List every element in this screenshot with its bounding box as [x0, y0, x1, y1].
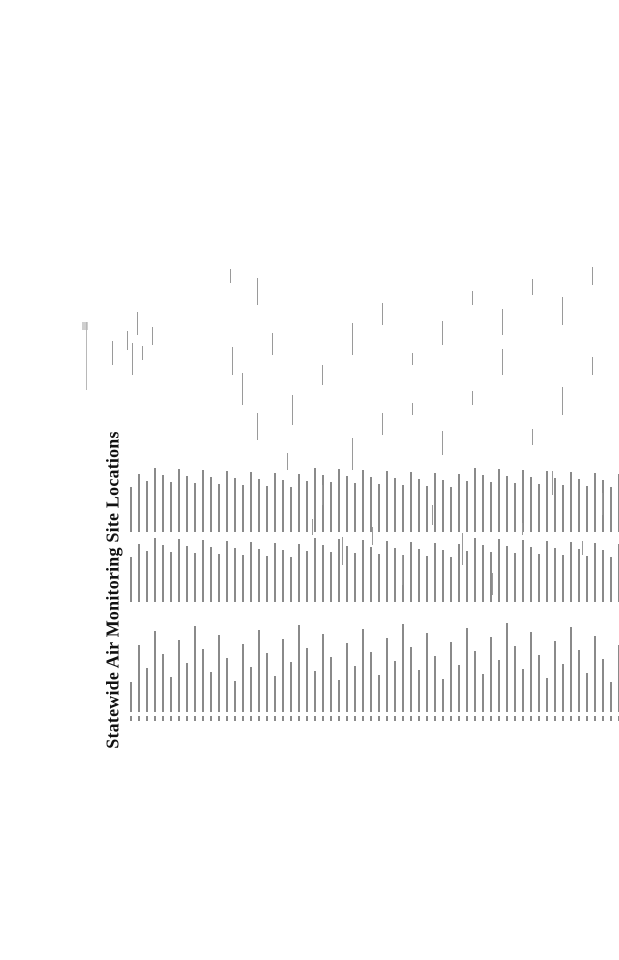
row-number [599, 712, 607, 728]
row-number [447, 712, 455, 728]
map-site-label [410, 353, 414, 365]
row-number [231, 712, 239, 728]
row-number [511, 712, 519, 728]
map-site-label [410, 403, 414, 415]
map-site-label [380, 413, 384, 435]
map-scale-tab [82, 322, 88, 330]
row-number [263, 712, 271, 728]
row-number [431, 712, 439, 728]
row-number [487, 712, 495, 728]
row-number [287, 712, 295, 728]
map-site-label [125, 331, 129, 350]
map-site-label [440, 321, 444, 345]
map-site-label [320, 485, 324, 505]
row-number [167, 712, 175, 728]
row-number [247, 712, 255, 728]
row-number [519, 712, 527, 728]
map-site-label [370, 527, 374, 545]
map-site-label [285, 453, 289, 470]
map-site-label [530, 429, 534, 445]
row-number [583, 712, 591, 728]
map-site-label [240, 373, 244, 405]
row-number [351, 712, 359, 728]
row-number [255, 712, 263, 728]
map-site-label [310, 519, 314, 535]
row-number [399, 712, 407, 728]
row-number [535, 712, 543, 728]
row-number [191, 712, 199, 728]
row-number [199, 712, 207, 728]
map-site-label [255, 413, 259, 440]
row-number [607, 712, 615, 728]
map-scale-bar [86, 322, 87, 390]
map-site-label [430, 505, 434, 525]
row-number [279, 712, 287, 728]
row-number [463, 712, 471, 728]
row-number [239, 712, 247, 728]
map-site-label [500, 309, 504, 335]
map-site-label [150, 327, 154, 345]
map-site-label [340, 537, 344, 565]
row-number [367, 712, 375, 728]
row-number [455, 712, 463, 728]
row-number [303, 712, 311, 728]
site-map [80, 225, 619, 625]
map-site-label [270, 333, 274, 355]
map-site-label [460, 533, 464, 565]
row-number [543, 712, 551, 728]
row-number [551, 712, 559, 728]
row-number [319, 712, 327, 728]
map-site-label [350, 438, 354, 470]
map-site-label [470, 391, 474, 405]
row-number [567, 712, 575, 728]
map-site-label [228, 269, 232, 283]
row-number [335, 712, 343, 728]
row-number [183, 712, 191, 728]
row-number [159, 712, 167, 728]
row-number [383, 712, 391, 728]
row-number [423, 712, 431, 728]
map-site-label [255, 278, 259, 305]
row-number [175, 712, 183, 728]
row-number [207, 712, 215, 728]
row-number [143, 712, 151, 728]
map-site-label [500, 349, 504, 375]
row-number [327, 712, 335, 728]
row-number [359, 712, 367, 728]
row-number [407, 712, 415, 728]
map-site-label [550, 471, 554, 495]
map-site-label [135, 312, 139, 335]
row-number [575, 712, 583, 728]
row-number [295, 712, 303, 728]
map-site-label [590, 267, 594, 285]
page-title: Statewide Air Monitoring Site Locations [102, 431, 123, 749]
map-site-label [520, 523, 524, 535]
map-site-label [400, 555, 404, 585]
map-site-label [290, 395, 294, 425]
map-site-label [230, 347, 234, 375]
map-site-label [380, 303, 384, 325]
map-site-label [440, 431, 444, 455]
row-number [151, 712, 159, 728]
map-site-label [590, 357, 594, 375]
row-number [471, 712, 479, 728]
row-number [215, 712, 223, 728]
row-number [415, 712, 423, 728]
map-site-label [350, 323, 354, 355]
row-number [527, 712, 535, 728]
map-site-label [580, 541, 584, 555]
map-site-label [490, 573, 494, 595]
row-number [439, 712, 447, 728]
row-number [311, 712, 319, 728]
row-number [127, 712, 135, 728]
map-site-label [600, 493, 604, 515]
row-number [223, 712, 231, 728]
row-number [479, 712, 487, 728]
row-number [559, 712, 567, 728]
row-number [271, 712, 279, 728]
map-site-label [130, 343, 134, 375]
row-number [615, 712, 619, 728]
row-number [591, 712, 599, 728]
row-number [135, 712, 143, 728]
row-number [375, 712, 383, 728]
map-site-label [320, 365, 324, 385]
map-site-label [560, 387, 564, 415]
row-number [495, 712, 503, 728]
map-site-label [470, 291, 474, 305]
map-site-label [560, 297, 564, 325]
map-site-label [530, 279, 534, 295]
map-site-label [140, 346, 144, 360]
map-site-label [110, 341, 114, 365]
row-number [503, 712, 511, 728]
row-number [391, 712, 399, 728]
row-number [343, 712, 351, 728]
